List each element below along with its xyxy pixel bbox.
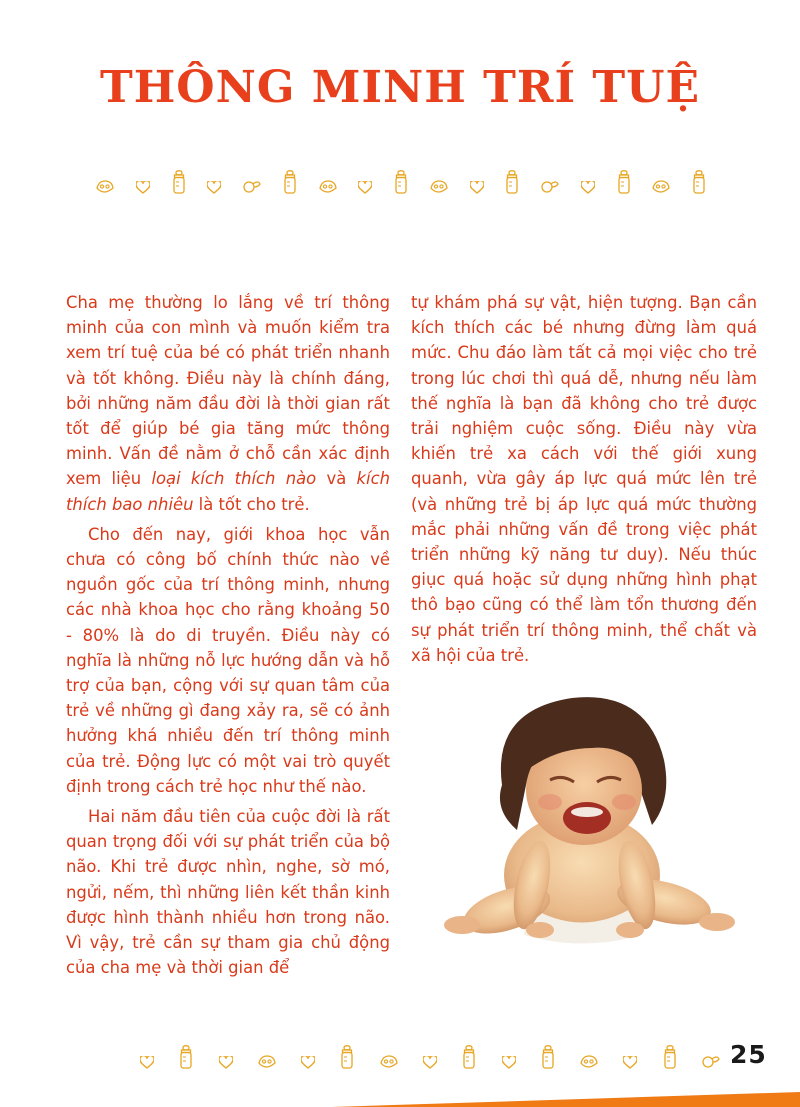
bottle-icon [462,1045,476,1069]
bottle-icon [179,1045,193,1069]
bottle-icon [541,1045,555,1069]
bottle-icon [505,170,519,194]
heart-icon [470,181,484,194]
right-column [411,290,757,668]
heart-icon [136,181,150,194]
bottle-icon [394,170,408,194]
bottle-icon [283,170,297,194]
shell-icon [319,179,337,194]
shell-icon [652,179,670,194]
bottle-icon [692,170,706,194]
bottle-icon [663,1045,677,1069]
shell-icon [580,1054,598,1069]
paragraph-3: Hai năm đầu tiên của cuộc đời là rất quan trọng đối với sự phát triển của bộ não. Khi trẻ được nhìn, nghe, sờ mó, ngửi, nếm, thì những liên kết thần kinh được hình thành nhiều hơn trong não. Vì vậy, trẻ cần sự tham gia chủ động của cha mẹ và thời gian để [66,807,390,978]
paragraph-1-end: là tốt cho trẻ. [193,494,310,514]
top-decoration-row [96,170,706,194]
paragraph-4: tự khám phá sự vật, hiện tượng. Bạn cần kích thích các bé nhưng đừng làm quá mức. Chu đáo làm tất cả mọi việc cho trẻ trong lúc chơi thì quá dễ, nhưng nếu làm thế nghĩa là bạn đã không cho trẻ được trải nghiệm cuộc sống. Điều này vừa khiến trẻ xa cách với thế giới xung quanh, vừa gây áp lực quá mức lên trẻ (và những trẻ bị áp lực quá mức thường mắc phải những vấn đề trong việc phát triển những kỹ năng tư duy). Nếu thúc giục quá hoặc sử dụng những hình phạt thô bạo cũng có thể làm tổn thương đến sự phát triển trí thông minh, thể chất và xã hội của trẻ. [411,293,757,665]
pacifier-icon [702,1053,720,1069]
heart-icon [623,1056,637,1069]
page-title: THÔNG MINH TRÍ TUỆ [99,62,700,113]
paragraph-1 [66,290,390,517]
heart-icon [358,181,372,194]
emphasis-stimulus-amount: kích thích bao nhiêu [66,469,390,514]
crying-baby-photo [432,690,738,952]
pacifier-icon [541,178,559,194]
paragraph-1-and: và [316,469,357,489]
bottle-icon [172,170,186,194]
heart-icon [219,1056,233,1069]
left-column [66,290,390,980]
heart-icon [301,1056,315,1069]
paragraph-1-start: Cha mẹ thường lo lắng về trí thông minh của con mình và muốn kiểm tra xem trí tuệ của bé có phát triển nhanh và tốt không. Điều này là chính đáng, bởi những năm đầu đời là thời gian rất tốt để giúp bé gia tăng mức thông minh. Vấn đề nằm ở chỗ cần xác định xem liệu [66,293,390,489]
heart-icon [207,181,221,194]
bottle-icon [340,1045,354,1069]
heart-icon [502,1056,516,1069]
heart-icon [423,1056,437,1069]
bottom-stripe [280,1092,800,1107]
shell-icon [96,179,114,194]
bottom-decoration-row [140,1045,720,1069]
page-number: 25 [730,1040,767,1069]
shell-icon [258,1054,276,1069]
bottle-icon [617,170,631,194]
pacifier-icon [243,178,261,194]
paragraph-2: Cho đến nay, giới khoa học vẫn chưa có công bố chính thức nào về nguồn gốc của trí thông minh, nhưng các nhà khoa học cho rằng khoảng 50 - 80% là do di truyền. Điều này có nghĩa là những nỗ lực hướng dẫn và hỗ trợ của bạn, cộng với sự quan tâm của trẻ về những gì đang xảy ra, sẽ có ảnh hưởng khá nhiều đến trí thông minh của trẻ. Động lực có một vai trò quyết định trong cách trẻ học như thế nào. [66,524,390,796]
shell-icon [380,1054,398,1069]
heart-icon [581,181,595,194]
shell-icon [430,179,448,194]
emphasis-stimulus-type: loại kích thích nào [151,469,317,489]
heart-icon [140,1056,154,1069]
